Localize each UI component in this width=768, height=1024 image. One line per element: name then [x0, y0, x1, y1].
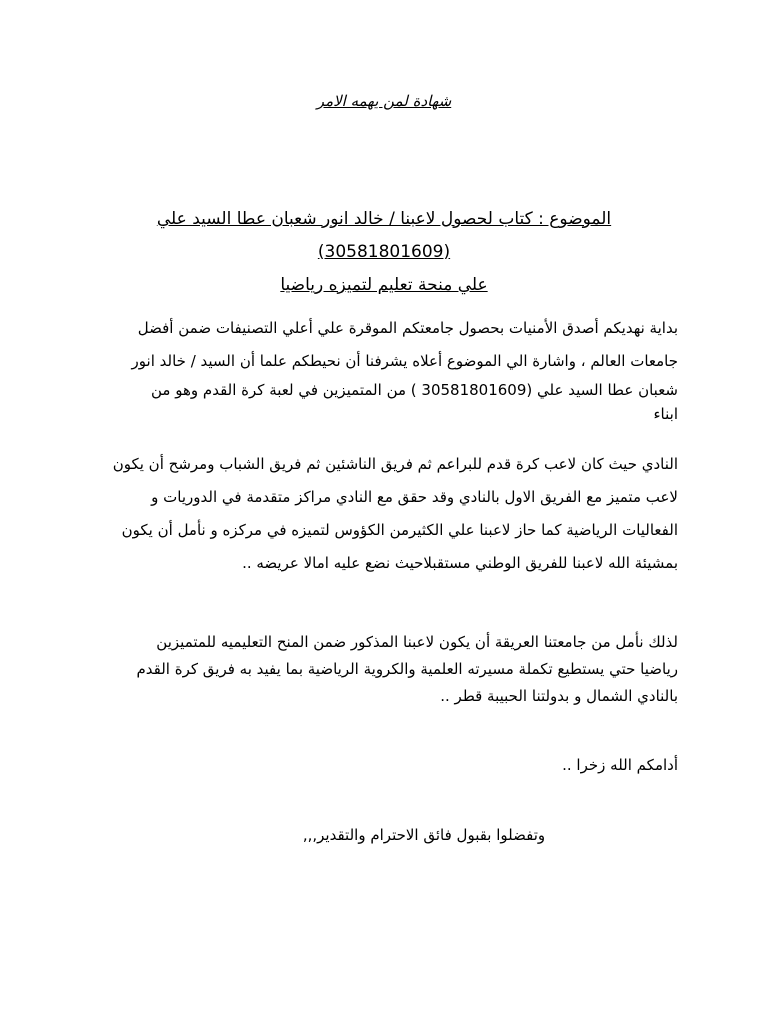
subject-line-2: علي منحة تعليم لتميزه رياضيا	[280, 275, 488, 295]
paragraph-line: لذلك نأمل من جامعتنا العريقة أن يكون لاعبنا المذكور ضمن المنح التعليميه للمتميزين	[156, 633, 678, 651]
paragraph-line: النادي حيث كان لاعب كرة قدم للبراعم ثم فريق الناشئين ثم فريق الشباب ومرشح أن يكون	[112, 455, 678, 473]
paragraph-line: بالنادي الشمال و بدولتنا الحبيبة قطر ..	[440, 687, 678, 705]
closing-text: وتفضلوا بقبول فائق الاحترام والتقدير,,,	[302, 826, 546, 844]
paragraph-line: الفعاليات الرياضية كما حاز لاعبنا علي الكثيرمن الكؤوس لتميزه في مركزه و نأمل أن يكون	[121, 521, 678, 539]
blessing-line	[90, 752, 678, 779]
intro-paragraph	[90, 312, 678, 426]
paragraph-line: شعبان عطا السيد علي (30581801609 ) من المتميزين في لعبة كرة القدم وهو من	[151, 381, 678, 399]
paragraph-line: رياضيا حتي يستطيع تكملة مسيرته العلمية والكروية الرياضية بما يفيد به فريق كرة القدم	[136, 660, 678, 678]
blessing-text: أدامكم الله زخرا ..	[562, 756, 678, 774]
paragraph-line: جامعات العالم ، واشارة الي الموضوع أعلاه يشرفنا أن نحيطكم علما أن السيد / خالد انور	[131, 352, 678, 370]
subject-block	[90, 203, 678, 302]
request-paragraph	[90, 629, 678, 710]
paragraph-line: بمشيئة الله لاعبنا للفريق الوطني مستقبلاحيث نضع عليه امالا عريضه ..	[242, 554, 678, 572]
paragraph-line: لاعب متميز مع الفريق الاول بالنادي وقد حقق مع النادي مراكز متقدمة في الدوريات و	[151, 488, 678, 506]
career-paragraph	[90, 448, 678, 580]
paragraph-line: ابناء	[653, 405, 678, 423]
document-title: شهادة لمن يهمه الامر	[316, 92, 452, 110]
subject-line-1: الموضوع : كتاب لحصول لاعبنا / خالد انور شعبان عطا السيد علي (30581801609)	[156, 209, 612, 262]
closing-line	[90, 826, 678, 844]
paragraph-line: بداية نهديكم أصدق الأمنيات بحصول جامعتكم الموقرة علي أعلي التصنيفات ضمن أفضل	[137, 319, 678, 337]
